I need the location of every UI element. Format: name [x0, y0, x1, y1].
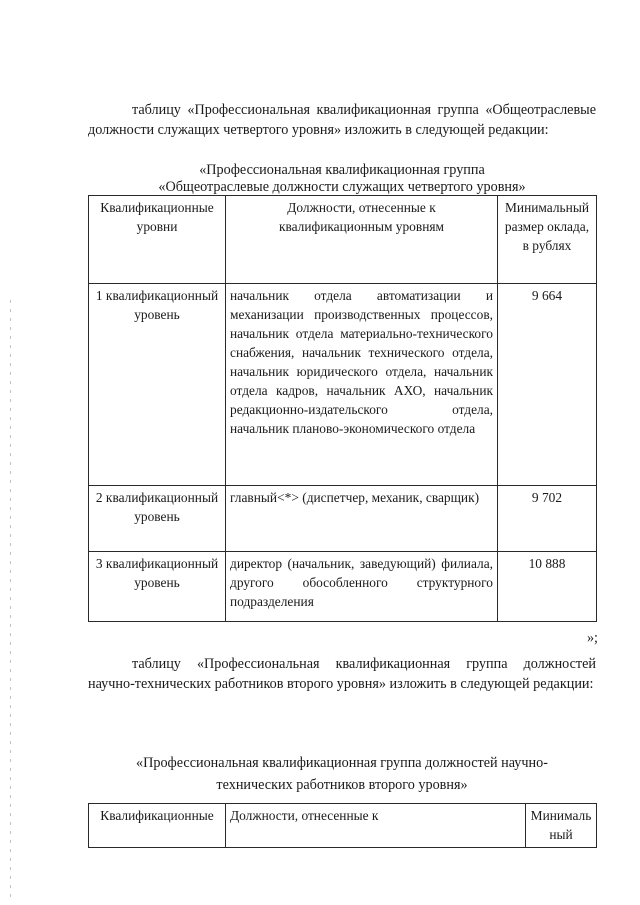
table1-row2-salary: 9 702 — [498, 486, 597, 552]
intro-text-1: таблицу «Профессиональная квалификационная группа «Общеотраслевые должности служащих четвертого уровня» изложить в следующей редакции: — [88, 102, 596, 138]
table1-row3-salary: 10 888 — [498, 552, 597, 622]
table1-header-positions: Должности, отнесенные к квалификационным уровням — [226, 196, 498, 284]
table-row — [89, 486, 597, 552]
table2-header-positions: Должности, отнесенные к — [226, 804, 526, 848]
table2-header-row — [89, 804, 597, 848]
table1 — [88, 195, 597, 622]
table-row — [89, 284, 597, 486]
intro-paragraph-1 — [88, 100, 596, 140]
table1-title — [88, 162, 596, 196]
scan-edge-artifact — [10, 300, 11, 900]
table2-header-salary: Минимальный — [526, 804, 597, 848]
table1-row1-level: 1 квалификационный уровень — [89, 284, 226, 486]
table2 — [88, 803, 597, 848]
table1-closing-mark: »; — [586, 630, 598, 646]
table2-header-levels: Квалификационные — [89, 804, 226, 848]
table1-header-salary: Минимальный размер оклада, в рублях — [498, 196, 597, 284]
table1-header-row — [89, 196, 597, 284]
table1-row2-level: 2 квалификационный уровень — [89, 486, 226, 552]
table1-title-line1: «Профессиональная квалификационная группа — [199, 162, 485, 178]
table2-title-line2: технических работников второго уровня» — [216, 777, 468, 793]
intro-paragraph-2 — [88, 654, 596, 694]
table1-row1-salary: 9 664 — [498, 284, 597, 486]
table2-title-line1: «Профессиональная квалификационная группа должностей научно- — [136, 755, 548, 771]
table1-row3-level: 3 квалификационный уровень — [89, 552, 226, 622]
table1-header-levels: Квалификационные уровни — [89, 196, 226, 284]
table1-row1-positions: начальник отдела автоматизации и механизации производственных процессов, начальник отдела материально-технического снабжения, начальник технического отдела, начальник юридического отдела, начальник отдела кадров, начальник АХО, начальник редакционно-издательского отдела, начальник планово-экономического отдела — [226, 284, 498, 486]
intro-text-2: таблицу «Профессиональная квалификационная группа должностей научно-технических работников второго уровня» изложить в следующей редакции: — [88, 656, 596, 692]
table1-row2-positions: главный<*> (диспетчер, механик, сварщик) — [226, 486, 498, 552]
table1-title-line2: «Общеотраслевые должности служащих четвертого уровня» — [158, 179, 526, 195]
table-row — [89, 552, 597, 622]
table2-title — [88, 752, 596, 796]
table1-row3-positions: директор (начальник, заведующий) филиала, другого обособленного структурного подразделения — [226, 552, 498, 622]
